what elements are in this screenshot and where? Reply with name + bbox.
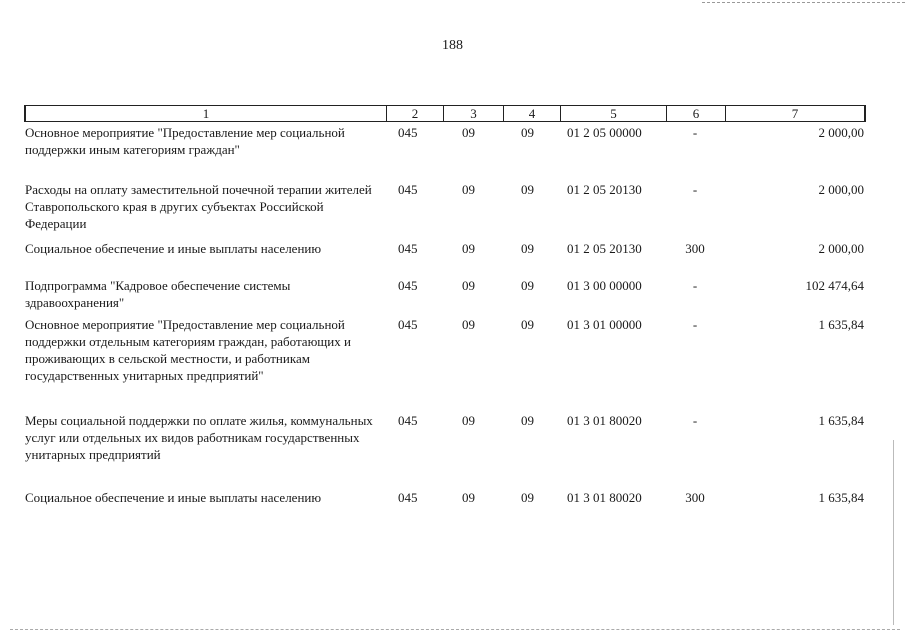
row-amount: 1 635,84 bbox=[818, 490, 864, 505]
row-target-code: 01 3 01 80020 bbox=[567, 490, 642, 505]
header-col-5: 5 bbox=[561, 106, 667, 122]
row-subsection-code: 09 bbox=[521, 125, 534, 140]
row-target-code: 01 3 01 00000 bbox=[567, 317, 642, 332]
row-section-code: 09 bbox=[462, 125, 475, 140]
column-number-header bbox=[24, 105, 866, 122]
page-number: 188 bbox=[442, 38, 463, 53]
row-target-code: 01 2 05 00000 bbox=[567, 125, 642, 140]
row-name: Расходы на оплату заместительной почечной терапии жителей Ставропольского края в других субъектах Российской Федерации bbox=[25, 182, 372, 231]
row-name: Основное мероприятие "Предоставление мер социальной поддержки отдельным категориям граждан, работающих и проживающих в сельской местности, и работникам государственных унитарных предприятий" bbox=[25, 317, 351, 383]
row-target-code: 01 3 00 00000 bbox=[567, 278, 642, 293]
header-row bbox=[25, 106, 865, 122]
row-amount: 102 474,64 bbox=[805, 278, 864, 293]
row-section-code: 09 bbox=[462, 278, 475, 293]
row-target-code: 01 2 05 20130 bbox=[567, 241, 642, 256]
row-section-code: 09 bbox=[462, 182, 475, 197]
row-amount: 2 000,00 bbox=[818, 125, 864, 140]
row-expense-type: 300 bbox=[685, 490, 705, 505]
header-col-6: 6 bbox=[667, 106, 726, 122]
scan-edge-line bbox=[893, 440, 894, 625]
header-col-7: 7 bbox=[726, 106, 866, 122]
row-subsection-code: 09 bbox=[521, 490, 534, 505]
row-subsection-code: 09 bbox=[521, 278, 534, 293]
row-ministry-code: 045 bbox=[398, 125, 418, 140]
row-amount: 1 635,84 bbox=[818, 317, 864, 332]
row-expense-type: - bbox=[692, 317, 698, 332]
row-ministry-code: 045 bbox=[398, 317, 418, 332]
row-name: Меры социальной поддержки по оплате жилья, коммунальных услуг или отдельных их видов работникам государственных унитарных предприятий bbox=[25, 413, 373, 462]
row-name: Подпрограмма "Кадровое обеспечение системы здравоохранения" bbox=[25, 278, 291, 310]
row-amount: 2 000,00 bbox=[818, 241, 864, 256]
bottom-divider bbox=[10, 629, 900, 630]
row-subsection-code: 09 bbox=[521, 413, 534, 428]
row-ministry-code: 045 bbox=[398, 413, 418, 428]
row-subsection-code: 09 bbox=[521, 241, 534, 256]
row-subsection-code: 09 bbox=[521, 317, 534, 332]
header-col-3: 3 bbox=[444, 106, 504, 122]
row-expense-type: - bbox=[692, 182, 698, 197]
row-expense-type: - bbox=[692, 413, 698, 428]
row-subsection-code: 09 bbox=[521, 182, 534, 197]
row-expense-type: - bbox=[692, 125, 698, 140]
header-col-1: 1 bbox=[25, 106, 387, 122]
row-section-code: 09 bbox=[462, 490, 475, 505]
header-col-4: 4 bbox=[504, 106, 561, 122]
header-col-2: 2 bbox=[387, 106, 444, 122]
row-name: Основное мероприятие "Предоставление мер социальной поддержки иным категориям граждан" bbox=[25, 125, 345, 157]
row-ministry-code: 045 bbox=[398, 278, 418, 293]
row-name: Социальное обеспечение и иные выплаты населению bbox=[25, 241, 322, 256]
top-divider bbox=[702, 2, 905, 3]
row-amount: 2 000,00 bbox=[818, 182, 864, 197]
row-expense-type: 300 bbox=[685, 241, 705, 256]
row-section-code: 09 bbox=[462, 317, 475, 332]
row-name: Социальное обеспечение и иные выплаты населению bbox=[25, 490, 322, 505]
row-section-code: 09 bbox=[462, 413, 475, 428]
row-expense-type: - bbox=[692, 278, 698, 293]
row-ministry-code: 045 bbox=[398, 490, 418, 505]
row-section-code: 09 bbox=[462, 241, 475, 256]
row-ministry-code: 045 bbox=[398, 241, 418, 256]
row-target-code: 01 2 05 20130 bbox=[567, 182, 642, 197]
row-amount: 1 635,84 bbox=[818, 413, 864, 428]
row-target-code: 01 3 01 80020 bbox=[567, 413, 642, 428]
row-ministry-code: 045 bbox=[398, 182, 418, 197]
